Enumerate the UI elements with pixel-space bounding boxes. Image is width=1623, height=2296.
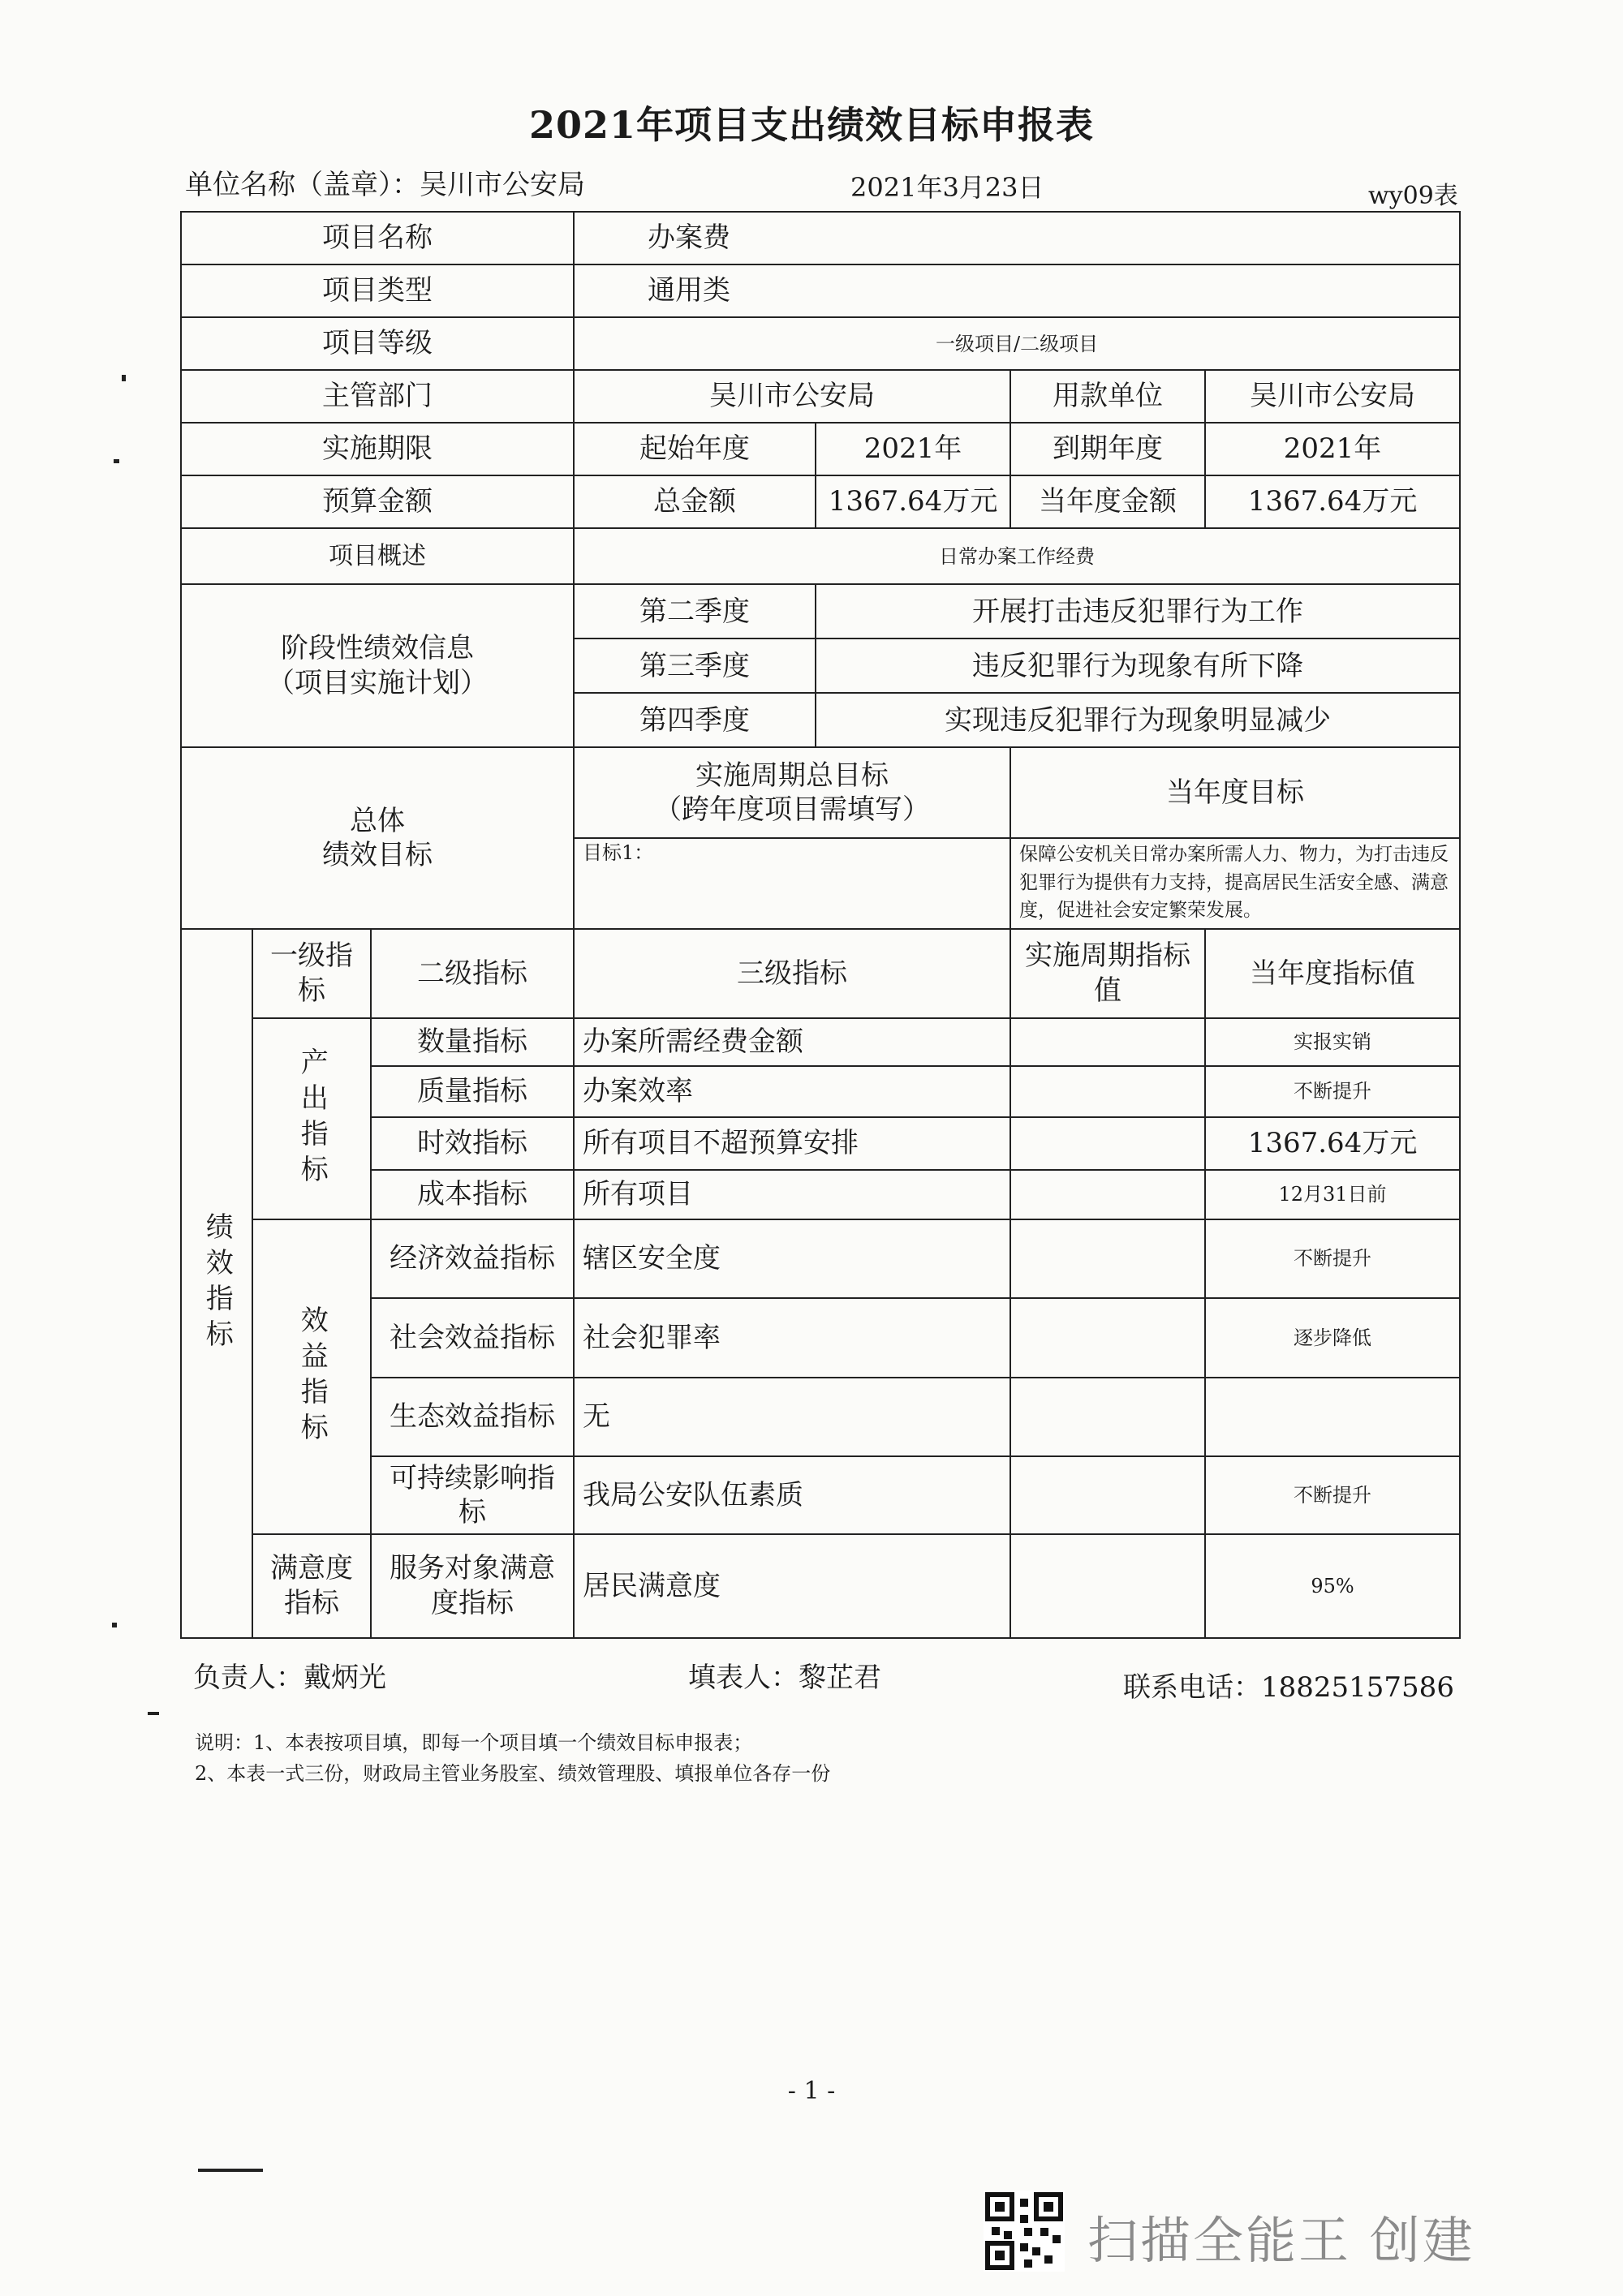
- performance-table: [180, 211, 1461, 1639]
- row-department: [181, 370, 1460, 423]
- payer-value: 吴川市公安局: [1205, 370, 1460, 423]
- period-label: 实施期限: [181, 423, 574, 475]
- benefit-label: 效益指标: [252, 1219, 371, 1534]
- indicator-cycle: [1010, 1219, 1205, 1299]
- indicator-level3: 社会犯罪率: [574, 1298, 1010, 1378]
- indicator-row: [181, 1170, 1460, 1219]
- indicator-year: 95%: [1205, 1534, 1460, 1638]
- row-indicator-header: [181, 929, 1460, 1018]
- indicator-level2: 质量指标: [371, 1066, 574, 1117]
- overview-label: 项目概述: [181, 528, 574, 584]
- row-project-type: [181, 264, 1460, 317]
- overall-label-line2: 绩效目标: [322, 839, 433, 872]
- indicator-level2: 服务对象满意度指标: [371, 1534, 574, 1638]
- indicator-level2: 数量指标: [371, 1018, 574, 1066]
- scanner-watermark: 扫描全能王 创建: [1087, 2211, 1475, 2270]
- scan-speck: [148, 1712, 159, 1715]
- cycle-goal-header: [574, 747, 1010, 838]
- scan-line: [198, 2169, 263, 2172]
- indicator-level3: 无: [574, 1378, 1010, 1457]
- indicator-row: [181, 1219, 1460, 1299]
- phase-quarter: 第四季度: [574, 693, 816, 747]
- satisfaction-label: 满意度指标: [252, 1534, 371, 1638]
- scan-speck: [114, 459, 119, 463]
- output-label: 产出指标: [252, 1018, 371, 1219]
- indicator-year: 不断提升: [1205, 1219, 1460, 1299]
- indicator-level2: 可持续影响指标: [371, 1456, 574, 1534]
- indicator-level3: 所有项目: [574, 1170, 1010, 1219]
- year-goal-header: 当年度目标: [1010, 747, 1460, 838]
- row-project-level: [181, 317, 1460, 370]
- indicator-cycle: [1010, 1378, 1205, 1457]
- budget-label: 预算金额: [181, 475, 574, 528]
- page-number: - 1 -: [787, 2077, 836, 2105]
- year-goal-value: 保障公安机关日常办案所需人力、物力，为打击违反犯罪行为提供有力支持，提高居民生活安全感、满意度，促进社会安定繁荣发展。: [1010, 838, 1460, 929]
- indicator-cycle: [1010, 1018, 1205, 1066]
- indicator-level3: 所有项目不超预算安排: [574, 1117, 1010, 1170]
- indicator-level3: 办案效率: [574, 1066, 1010, 1117]
- unit-name: 单位名称（盖章）：吴川市公安局: [185, 169, 585, 201]
- phase-plan: 违反犯罪行为现象有所下降: [816, 638, 1460, 693]
- form-filler: 填表人：黎芷君: [688, 1662, 881, 1694]
- note-line-1: 说明：1、本表按项目填，即每一个项目填一个绩效目标申报表；: [195, 1731, 753, 1754]
- total-label: 总金额: [574, 475, 816, 528]
- name-value: 办案费: [574, 212, 1460, 264]
- indicator-row: [181, 1298, 1460, 1378]
- overview-value: 日常办案工作经费: [574, 528, 1460, 584]
- phase-quarter: 第二季度: [574, 584, 816, 638]
- indicator-level2: 时效指标: [371, 1117, 574, 1170]
- phase-quarter: 第三季度: [574, 638, 816, 693]
- dept-value: 吴川市公安局: [574, 370, 1010, 423]
- end-value: 2021年: [1205, 423, 1460, 475]
- year-value-header: 当年度指标值: [1205, 929, 1460, 1018]
- type-label: 项目类型: [181, 264, 574, 317]
- indicator-row: [181, 1066, 1460, 1117]
- indicator-level2: 生态效益指标: [371, 1378, 574, 1457]
- indicator-level2: 社会效益指标: [371, 1298, 574, 1378]
- form-code: wy09表: [1368, 182, 1458, 210]
- row-overall-header: [181, 747, 1460, 838]
- indicator-level2: 成本指标: [371, 1170, 574, 1219]
- row-project-name: [181, 212, 1460, 264]
- indicator-level2: 经济效益指标: [371, 1219, 574, 1299]
- name-label: 项目名称: [181, 212, 574, 264]
- row-budget: [181, 475, 1460, 528]
- indicator-cycle: [1010, 1170, 1205, 1219]
- indicator-row: [181, 1456, 1460, 1534]
- indicator-cycle: [1010, 1298, 1205, 1378]
- indicator-cycle: [1010, 1117, 1205, 1170]
- contact-phone: 联系电话：18825157586: [1123, 1671, 1454, 1704]
- responsible-person: 负责人：戴炳光: [193, 1662, 386, 1694]
- indicator-row: [181, 1378, 1460, 1457]
- level3-header: 三级指标: [574, 929, 1010, 1018]
- scan-speck: [122, 375, 126, 381]
- end-label: 到期年度: [1010, 423, 1205, 475]
- overall-label: [181, 747, 574, 929]
- report-date: 2021年3月23日: [850, 172, 1044, 203]
- indicator-section-label: 绩效指标: [181, 929, 252, 1638]
- cycle-value-header: 实施周期指标值: [1010, 929, 1205, 1018]
- indicator-cycle: [1010, 1066, 1205, 1117]
- indicator-year: 1367.64万元: [1205, 1117, 1460, 1170]
- page-title: 2021年项目支出绩效目标申报表: [528, 103, 1095, 147]
- level-value: 一级项目/二级项目: [574, 317, 1460, 370]
- indicator-year: [1205, 1378, 1460, 1457]
- indicator-level3: 辖区安全度: [574, 1219, 1010, 1299]
- note-line-2: 2、本表一式三份，财政局主管业务股室、绩效管理股、填报单位各存一份: [195, 1762, 831, 1785]
- payer-label: 用款单位: [1010, 370, 1205, 423]
- year-amount-label: 当年度金额: [1010, 475, 1205, 528]
- row-overview: [181, 528, 1460, 584]
- phase-label-line2: （项目实施计划）: [267, 666, 489, 699]
- indicator-year: 12月31日前: [1205, 1170, 1460, 1219]
- total-value: 1367.64万元: [816, 475, 1010, 528]
- indicator-row: [181, 1117, 1460, 1170]
- indicator-cycle: [1010, 1534, 1205, 1638]
- indicator-year: 逐步降低: [1205, 1298, 1460, 1378]
- indicator-row: [181, 1534, 1460, 1638]
- row-phase-q2: [181, 584, 1460, 638]
- indicator-year: 不断提升: [1205, 1456, 1460, 1534]
- indicator-level3: 我局公安队伍素质: [574, 1456, 1010, 1534]
- indicator-year: 实报实销: [1205, 1018, 1460, 1066]
- row-period: [181, 423, 1460, 475]
- start-value: 2021年: [816, 423, 1010, 475]
- indicator-level3: 居民满意度: [574, 1534, 1010, 1638]
- cycle-goal-header-line2: （跨年度项目需填写）: [654, 793, 931, 827]
- phase-label-line1: 阶段性绩效信息: [281, 632, 475, 665]
- cycle-goal-header-line1: 实施周期总目标: [695, 759, 889, 792]
- cycle-goal-value: 目标1：: [574, 838, 1010, 929]
- scan-speck: [112, 1623, 117, 1627]
- indicator-row: [181, 1018, 1460, 1066]
- qr-code-icon: [984, 2191, 1065, 2272]
- overall-label-line1: 总体: [350, 804, 406, 837]
- year-amount-value: 1367.64万元: [1205, 475, 1460, 528]
- level2-header: 二级指标: [371, 929, 574, 1018]
- level1-header: 一级指标: [252, 929, 371, 1018]
- phase-plan: 实现违反犯罪行为现象明显减少: [816, 693, 1460, 747]
- level-label: 项目等级: [181, 317, 574, 370]
- indicator-level3: 办案所需经费金额: [574, 1018, 1010, 1066]
- type-value: 通用类: [574, 264, 1460, 317]
- indicator-year: 不断提升: [1205, 1066, 1460, 1117]
- indicator-cycle: [1010, 1456, 1205, 1534]
- phase-label: [181, 584, 574, 747]
- start-label: 起始年度: [574, 423, 816, 475]
- dept-label: 主管部门: [181, 370, 574, 423]
- phase-plan: 开展打击违反犯罪行为工作: [816, 584, 1460, 638]
